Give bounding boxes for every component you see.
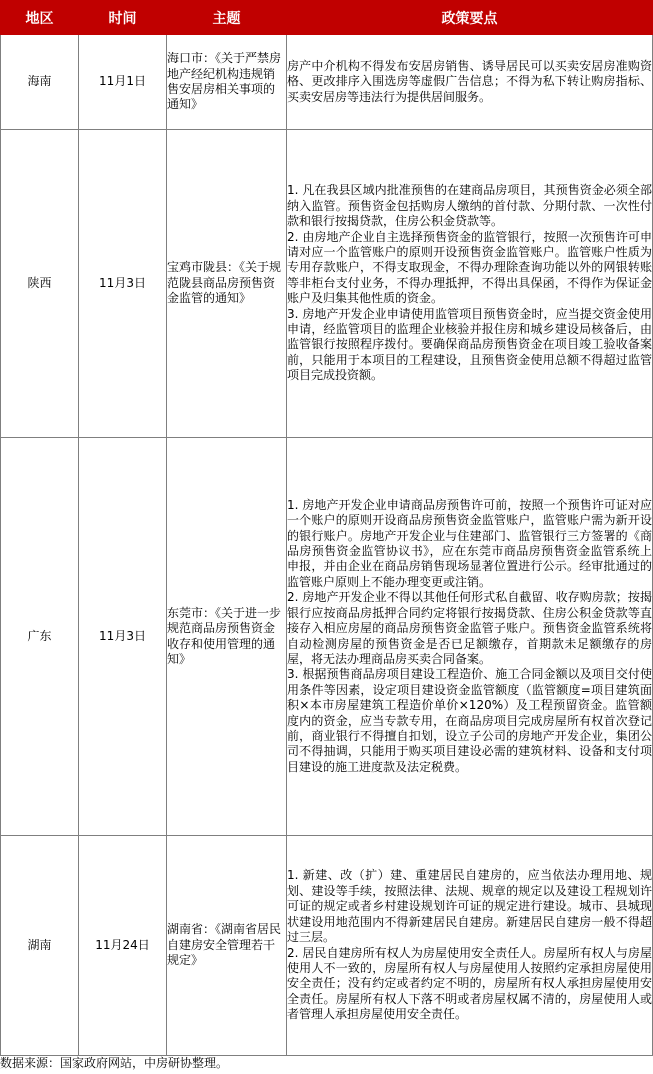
table-row — [1, 35, 653, 130]
header-date: 时间 — [79, 1, 167, 35]
policy-point: 2. 居民自建房所有权人为房屋使用安全责任人。房屋所有权人与房屋使用人不一致的，房屋所有权人与房屋使用人按照约定承担房屋使用安全责任；没有约定或者约定不明的，房屋所有权人承担房屋使用安全责任。房屋所有权人下落不明或者房屋权属不清的，房屋使用人或者管理人承担房屋使用安全责任。 — [287, 945, 652, 1022]
policy-point: 2. 由房地产企业自主选择预售资金的监管银行，按照一次预售许可申请对应一个监管账户的原则开设预售资金监管账户。监管账户性质为专用存款账户，不得支取现金，不得办理除查询功能以外的网银转账等非柜台支付业务，不得办理抵押，不得出具保函，不得作为保证金账户及归集其他性质的资金。 — [287, 229, 652, 306]
cell-points — [287, 130, 653, 438]
header-region: 地区 — [1, 1, 79, 35]
policy-point: 1. 房地产开发企业申请商品房预售许可前，按照一个预售许可证对应一个账户的原则开设商品房预售资金监管账户，监管账户需为新开设的银行账户。房地产开发企业与住建部门、监管银行三方签署的《商品房预售资金监管协议书》，应在东莞市商品房预售资金监管系统上申报，并由企业在商品房销售现场显著位置进行公示。经审批通过的监管账户原则上不能办理变更或注销。 — [287, 497, 652, 589]
cell-points — [287, 836, 653, 1056]
header-topic: 主题 — [167, 1, 287, 35]
header-points: 政策要点 — [287, 1, 653, 35]
policy-point: 1. 凡在我县区域内批准预售的在建商品房项目，其预售资金必须全部纳入监管。预售资金包括购房人缴纳的首付款、分期付款、一次性付款和银行按揭贷款，住房公积金贷款等。 — [287, 183, 652, 229]
cell-date: 11月3日 — [79, 130, 167, 438]
table-row — [1, 836, 653, 1056]
policy-point: 1. 新建、改（扩）建、重建居民自建房的，应当依法办理用地、规划、建设等手续，按照法律、法规、规章的规定以及建设工程规划许可证的规定或者乡村建设规划许可证的规定进行建设。城市、县城现状建设用地范围内不得新建居民自建房。新建居民自建房一般不得超过三层。 — [287, 868, 652, 945]
cell-region: 海南 — [1, 35, 79, 130]
cell-region: 湖南 — [1, 836, 79, 1056]
policy-point: 3. 房地产开发企业申请使用监管项目预售资金时，应当提交资金使用申请，经监管项目的监理企业核验并报住房和城乡建设局核备后，由监管银行按照程序拨付。要确保商品房预售资金在项目竣工验收备案前，只能用于本项目的工程建设，且预售资金使用总额不得超过监管项目完成投资额。 — [287, 306, 652, 383]
data-source-note: 数据来源：国家政府网站，中房研协整理。 — [0, 1056, 229, 1070]
cell-points — [287, 35, 653, 130]
table-row — [1, 130, 653, 438]
cell-topic: 湖南省：《湖南省居民自建房安全管理若干规定》 — [167, 836, 287, 1056]
cell-points — [287, 438, 653, 836]
cell-date: 11月3日 — [79, 438, 167, 836]
cell-region: 陕西 — [1, 130, 79, 438]
cell-region: 广东 — [1, 438, 79, 836]
table-row — [1, 438, 653, 836]
policy-point: 房产中介机构不得发布安居房销售、诱导居民可以买卖安居房准购资格、更改排序入围选房等虚假广告信息；不得为私下转让购房指标、买卖安居房等违法行为提供居间服务。 — [287, 58, 652, 104]
cell-date: 11月1日 — [79, 35, 167, 130]
policy-point: 3. 根据预售商品房项目建设工程造价、施工合同金额以及项目交付使用条件等因素，设定项目建设资金监管额度（监管额度=项目建筑面积×本市房屋建筑工程造价单价×120%）及工程预留资金。监管额度内的资金，应当专款专用，在商品房项目完成房屋所有权首次登记前，商业银行不得擅自扣划，设立子公司的房地产开发企业，集团公司不得抽调，只能用于购买项目建设必需的建筑材料、设备和支付项目建设的施工进度款及法定税费。 — [287, 667, 652, 774]
cell-topic: 宝鸡市陇县：《关于规范陇县商品房预售资金监管的通知》 — [167, 130, 287, 438]
policy-point: 2. 房地产开发企业不得以其他任何形式私自截留、收存购房款；按揭银行应按商品房抵押合同约定将银行按揭贷款、住房公积金贷款等直接存入相应房屋的商品房预售资金监管子账户。预售资金监管系统将自动检测房屋的预售资金是否已足额缴存，首期款未足额缴存的房屋，将无法办理商品房买卖合同备案。 — [287, 590, 652, 666]
header-row — [1, 1, 653, 35]
cell-topic: 海口市：《关于严禁房地产经纪机构违规销售安居房相关事项的通知》 — [167, 35, 287, 130]
cell-topic: 东莞市：《关于进一步规范商品房预售资金收存和使用管理的通知》 — [167, 438, 287, 836]
cell-date: 11月24日 — [79, 836, 167, 1056]
